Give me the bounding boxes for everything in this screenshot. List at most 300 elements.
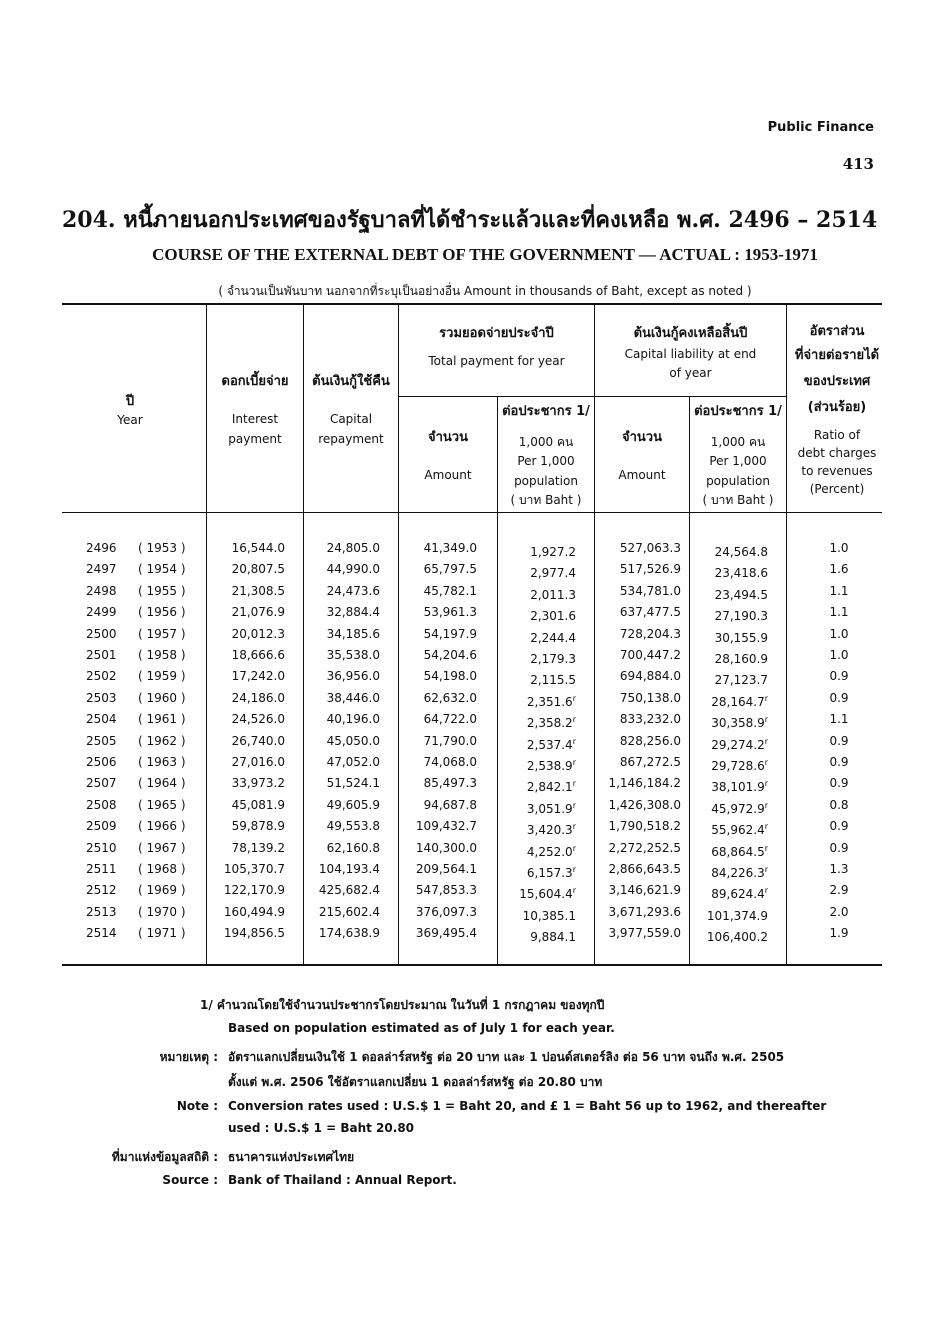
cell-year-be-value: 2498 <box>86 583 117 598</box>
cell-interest <box>207 859 285 880</box>
cell-liab-per-value: 24,564.8 <box>714 545 768 559</box>
cell-liab-amount <box>595 880 681 901</box>
revised-mark: r <box>572 886 576 896</box>
cell-interest-value: 45,081.9 <box>231 797 285 812</box>
cell-capital <box>304 602 380 623</box>
cell-pay-per-value: 9,884.1 <box>530 930 576 945</box>
cell-capital <box>304 559 380 580</box>
cell-liab-per-value: 28,160.9 <box>714 652 768 666</box>
cell-liab-per <box>690 645 768 666</box>
revised-mark: r <box>572 843 576 853</box>
cell-liab-amount <box>595 731 681 752</box>
cell-capital <box>304 773 380 794</box>
cell-capital <box>304 795 380 816</box>
cell-pay-amount <box>399 816 477 837</box>
cell-pay-amount-value: 62,632.0 <box>423 690 477 705</box>
cell-pay-per <box>498 816 576 837</box>
source-label: Source : <box>162 1173 218 1187</box>
cell-liab-per <box>690 559 768 580</box>
cell-capital-value: 40,196.0 <box>326 712 380 727</box>
cell-interest <box>207 902 285 923</box>
cell-liab-amount <box>595 666 681 687</box>
table-title-thai <box>62 202 877 237</box>
cell-ratio <box>787 688 891 709</box>
cell-year-ad <box>138 752 198 773</box>
cell-liab-amount <box>595 645 681 666</box>
pay-amount-header-en: Amount <box>424 468 472 482</box>
cell-liab-amount-value: 3,977,559.0 <box>608 926 681 941</box>
cell-year-be-value: 2510 <box>86 840 117 855</box>
cell-year-be <box>86 602 126 623</box>
interest-header-en2: payment <box>228 432 282 446</box>
cell-interest-value: 20,807.5 <box>231 562 285 577</box>
cell-year-ad <box>138 559 198 580</box>
cell-ratio <box>787 795 891 816</box>
cell-year-ad <box>138 923 198 944</box>
cell-liab-amount <box>595 559 681 580</box>
table-row <box>0 645 950 666</box>
cell-interest <box>207 838 285 859</box>
cell-interest-value: 194,856.5 <box>223 926 285 941</box>
revised-mark: r <box>764 779 768 789</box>
cell-liab-per <box>690 666 768 687</box>
cell-pay-per <box>498 538 576 559</box>
cell-interest-value: 59,878.9 <box>231 819 285 834</box>
cell-liab-per-value: 27,123.7 <box>714 673 768 688</box>
cell-pay-amount <box>399 902 477 923</box>
cell-liab-per <box>690 752 768 773</box>
cell-year-ad-value: ( 1971 ) <box>138 926 186 941</box>
footnote-thai-text: คำนวณโดยใช้จำนวนประชากรโดยประมาณ ในวันที่ 1 กรกฎาคม ของทุกปี <box>216 998 605 1012</box>
ratio-header-en3: to revenues <box>801 464 873 478</box>
table-row <box>0 816 950 837</box>
cell-year-ad-value: ( 1966 ) <box>138 819 186 834</box>
cell-pay-per-value: 4,252.0 <box>526 844 573 859</box>
cell-capital-value: 38,446.0 <box>326 690 380 705</box>
table-number: 204. <box>62 207 116 233</box>
year-header-th: ปี <box>125 394 135 409</box>
cell-capital <box>304 645 380 666</box>
cell-ratio-value: 1.0 <box>829 626 849 641</box>
cell-ratio <box>787 816 891 837</box>
cell-capital-value: 62,160.8 <box>326 840 380 855</box>
cell-liab-amount-value: 527,063.3 <box>619 541 681 555</box>
revised-mark: r <box>764 886 768 896</box>
page-number: 413 <box>842 155 874 173</box>
table-row <box>0 795 950 816</box>
cell-capital-value: 24,805.0 <box>326 541 380 555</box>
cell-capital-value: 44,990.0 <box>326 562 380 577</box>
cell-pay-amount-value: 94,687.8 <box>423 797 477 812</box>
cell-year-ad-value: ( 1955 ) <box>138 583 186 598</box>
cell-year-be-value: 2504 <box>86 712 117 727</box>
cell-interest <box>207 709 285 730</box>
cell-liab-per-value: 23,418.6 <box>714 566 768 581</box>
cell-year-ad <box>138 645 198 666</box>
cell-liab-amount <box>595 838 681 859</box>
cell-pay-amount-value: 54,197.9 <box>423 626 477 641</box>
cell-liab-per-value: 29,274.2 <box>711 737 765 752</box>
cell-year-be <box>86 795 126 816</box>
cell-liab-amount-value: 2,866,643.5 <box>608 862 681 876</box>
revised-mark: r <box>764 715 768 725</box>
pay-per-header-th: ต่อประชากร 1/ <box>502 404 590 419</box>
cell-ratio <box>787 838 891 859</box>
cell-year-ad <box>138 795 198 816</box>
cell-year-be-value: 2506 <box>86 755 117 769</box>
cell-ratio-value: 2.0 <box>829 904 849 919</box>
cell-ratio <box>787 538 891 559</box>
cell-pay-amount-value: 376,097.3 <box>415 904 477 919</box>
cell-ratio-value: 1.1 <box>829 712 849 727</box>
cell-interest <box>207 602 285 623</box>
cell-pay-amount-value: 140,300.0 <box>415 840 477 855</box>
table-row <box>0 902 950 923</box>
revised-mark: r <box>764 800 768 810</box>
cell-liab-amount <box>595 902 681 923</box>
cell-liab-per <box>690 795 768 816</box>
cell-year-ad-value: ( 1956 ) <box>138 605 186 620</box>
cell-capital <box>304 666 380 687</box>
cell-liab-amount-value: 828,256.0 <box>619 733 681 748</box>
ratio-header-en4: (Percent) <box>809 482 865 496</box>
cell-year-be <box>86 538 126 559</box>
cell-pay-amount-value: 109,432.7 <box>415 819 477 834</box>
cell-ratio-value: 0.9 <box>829 840 849 855</box>
cell-liab-per <box>690 688 768 709</box>
cell-year-be <box>86 752 126 773</box>
cell-capital-value: 24,473.6 <box>326 583 380 598</box>
revised-mark: r <box>572 715 576 725</box>
revised-mark: r <box>764 758 768 767</box>
pay-amount-header-th: จำนวน <box>428 430 468 445</box>
cell-liab-per <box>690 838 768 859</box>
cell-pay-amount <box>399 559 477 580</box>
cell-capital-value: 32,884.4 <box>326 605 380 620</box>
cell-liab-per <box>690 731 768 752</box>
cell-year-ad-value: ( 1962 ) <box>138 733 186 748</box>
cell-capital <box>304 538 380 559</box>
cell-liab-per <box>690 923 768 944</box>
table-row <box>0 559 950 580</box>
revised-mark: r <box>572 779 576 789</box>
cell-pay-per <box>498 752 576 773</box>
cell-interest <box>207 923 285 944</box>
liab-per-header-th: ต่อประชากร 1/ <box>694 404 782 419</box>
cell-year-ad <box>138 666 198 687</box>
cell-year-ad-value: ( 1965 ) <box>138 797 186 812</box>
cell-year-ad <box>138 773 198 794</box>
cell-year-ad-value: ( 1963 ) <box>138 755 186 769</box>
cell-liab-per-value: 38,101.9 <box>711 780 765 795</box>
cell-year-ad-value: ( 1959 ) <box>138 669 186 684</box>
cell-liab-amount <box>595 773 681 794</box>
cell-year-be <box>86 709 126 730</box>
cell-year-ad <box>138 602 198 623</box>
cell-pay-amount-value: 54,198.0 <box>423 669 477 684</box>
cell-liab-per <box>690 902 768 923</box>
liab-amount-header-th: จำนวน <box>622 430 662 445</box>
cell-interest-value: 160,494.9 <box>223 904 285 919</box>
source-english: Bank of Thailand : Annual Report. <box>228 1173 457 1187</box>
cell-interest-value: 20,012.3 <box>231 626 285 641</box>
cell-pay-per-value: 2,358.2 <box>526 716 573 731</box>
cell-liab-amount-value: 867,272.5 <box>619 755 681 769</box>
year-header-en: Year <box>117 413 143 427</box>
cell-pay-amount <box>399 624 477 645</box>
cell-pay-per-value: 2,842.1 <box>526 780 573 795</box>
cell-liab-amount <box>595 538 681 559</box>
cell-liab-amount-value: 1,426,308.0 <box>608 797 681 812</box>
cell-liab-per <box>690 624 768 645</box>
cell-ratio-value: 2.9 <box>829 883 849 898</box>
cell-interest-value: 17,242.0 <box>231 669 285 684</box>
cell-capital <box>304 859 380 880</box>
footnote-thai <box>200 996 604 1015</box>
cell-capital <box>304 581 380 602</box>
cell-liab-per-value: 30,155.9 <box>714 630 768 645</box>
cell-capital-value: 174,638.9 <box>318 926 380 941</box>
cell-pay-per <box>498 795 576 816</box>
revised-mark: r <box>572 800 576 810</box>
cell-pay-amount-value: 45,782.1 <box>423 583 477 598</box>
cell-year-ad <box>138 880 198 901</box>
cell-pay-amount-value: 54,204.6 <box>423 648 477 662</box>
cell-pay-amount <box>399 731 477 752</box>
cell-year-be <box>86 923 126 944</box>
cell-year-be-value: 2496 <box>86 541 117 555</box>
cell-pay-per-value: 2,011.3 <box>530 587 576 602</box>
cell-pay-amount-value: 41,349.0 <box>423 541 477 555</box>
cell-pay-per <box>498 902 576 923</box>
cell-pay-per-value: 2,244.4 <box>530 630 576 645</box>
cell-year-ad <box>138 731 198 752</box>
cell-ratio <box>787 559 891 580</box>
revised-mark: r <box>764 736 768 746</box>
cell-pay-per-value: 1,927.2 <box>530 545 576 559</box>
cell-interest <box>207 624 285 645</box>
cell-pay-amount <box>399 709 477 730</box>
cell-ratio <box>787 752 891 773</box>
cell-ratio <box>787 880 891 901</box>
cell-year-be <box>86 902 126 923</box>
cell-pay-amount-value: 209,564.1 <box>415 862 477 876</box>
cell-interest-value: 18,666.6 <box>231 648 285 662</box>
cell-liab-per-value: 45,972.9 <box>711 801 765 816</box>
cell-year-ad-value: ( 1968 ) <box>138 862 186 876</box>
cell-ratio-value: 1.3 <box>829 862 849 876</box>
remark-thai-line1: อัตราแลกเปลี่ยนเงินใช้ 1 ดอลล่าร์สหรัฐ ต่อ 20 บาท และ 1 ปอนด์สเตอร์ลิง ต่อ 56 บาท จนถึง พ.ศ. 2505 <box>228 1050 785 1064</box>
cell-pay-amount-value: 369,495.4 <box>415 926 477 941</box>
subheader-rule <box>398 396 786 397</box>
cell-ratio-value: 1.1 <box>829 583 849 598</box>
cell-year-ad-value: ( 1969 ) <box>138 883 186 898</box>
cell-year-be <box>86 559 126 580</box>
cell-pay-per <box>498 923 576 944</box>
cell-liab-amount-value: 833,232.0 <box>619 712 681 727</box>
cell-ratio-value: 1.9 <box>829 926 849 941</box>
cell-liab-per <box>690 880 768 901</box>
table-bottom-rule <box>62 964 882 966</box>
cell-year-be <box>86 624 126 645</box>
cell-year-be-value: 2513 <box>86 904 117 919</box>
cell-ratio <box>787 624 891 645</box>
cell-interest-value: 24,186.0 <box>231 690 285 705</box>
cell-pay-amount <box>399 859 477 880</box>
cell-year-be <box>86 581 126 602</box>
cell-pay-amount <box>399 666 477 687</box>
cell-liab-amount-value: 694,884.0 <box>619 669 681 684</box>
cell-liab-amount <box>595 688 681 709</box>
cell-year-be-value: 2507 <box>86 776 117 791</box>
cell-liab-per-value: 28,164.7 <box>711 694 765 709</box>
cell-pay-per-value: 2,537.4 <box>526 737 573 752</box>
cell-interest-value: 26,740.0 <box>231 733 285 748</box>
cell-capital-value: 104,193.4 <box>318 862 380 876</box>
cell-liab-per <box>690 581 768 602</box>
cell-year-ad <box>138 709 198 730</box>
interest-header-th: ดอกเบี้ยจ่าย <box>221 374 289 389</box>
cell-liab-amount-value: 3,146,621.9 <box>608 883 681 898</box>
cell-pay-per-value: 2,538.9 <box>526 759 573 773</box>
cell-capital <box>304 688 380 709</box>
cell-ratio <box>787 859 891 880</box>
cell-liab-per <box>690 538 768 559</box>
cell-interest <box>207 538 285 559</box>
cell-pay-amount <box>399 581 477 602</box>
cell-ratio-value: 1.0 <box>829 541 849 555</box>
cell-year-ad <box>138 581 198 602</box>
cell-ratio <box>787 923 891 944</box>
cell-pay-amount <box>399 795 477 816</box>
cell-year-ad <box>138 902 198 923</box>
cell-year-be-value: 2512 <box>86 883 117 898</box>
cell-interest <box>207 795 285 816</box>
liability-header-en1: Capital liability at end <box>624 347 757 361</box>
cell-pay-amount <box>399 838 477 859</box>
cell-pay-per <box>498 709 576 730</box>
pay-per-header-l4: ( บาท Baht ) <box>510 493 582 507</box>
section-name: Public Finance <box>767 120 874 135</box>
cell-liab-per-value: 89,624.4 <box>711 887 765 902</box>
cell-interest-value: 105,370.7 <box>223 862 285 876</box>
cell-interest <box>207 559 285 580</box>
note-english-line1: Conversion rates used : U.S.$ 1 = Baht 20, and £ 1 = Baht 56 up to 1962, and thereafter <box>228 1099 827 1113</box>
cell-year-be-value: 2502 <box>86 669 117 684</box>
capital-header-en1: Capital <box>329 412 373 426</box>
cell-liab-amount <box>595 624 681 645</box>
cell-pay-amount <box>399 645 477 666</box>
cell-year-ad-value: ( 1964 ) <box>138 776 186 791</box>
cell-liab-per-value: 29,728.6 <box>711 759 765 773</box>
cell-capital-value: 49,553.8 <box>326 819 380 834</box>
cell-liab-per <box>690 773 768 794</box>
cell-ratio <box>787 645 891 666</box>
cell-pay-per <box>498 645 576 666</box>
cell-liab-amount <box>595 752 681 773</box>
cell-liab-per-value: 101,374.9 <box>706 908 768 923</box>
cell-liab-amount-value: 1,790,518.2 <box>608 819 681 834</box>
cell-pay-amount-value: 547,853.3 <box>415 883 477 898</box>
cell-ratio-value: 0.9 <box>829 776 849 791</box>
cell-interest-value: 78,139.2 <box>231 840 285 855</box>
cell-interest <box>207 666 285 687</box>
cell-pay-per <box>498 880 576 901</box>
cell-year-ad <box>138 859 198 880</box>
cell-capital-value: 36,956.0 <box>326 669 380 684</box>
revised-mark: r <box>572 822 576 832</box>
cell-year-be-value: 2511 <box>86 862 117 876</box>
cell-pay-amount <box>399 923 477 944</box>
note-label: Note : <box>176 1099 218 1113</box>
cell-liab-per-value: 23,494.5 <box>714 587 768 602</box>
cell-pay-amount-value: 65,797.5 <box>423 562 477 577</box>
cell-pay-per-value: 2,115.5 <box>530 673 576 688</box>
cell-year-be <box>86 859 126 880</box>
cell-pay-amount-value: 71,790.0 <box>423 733 477 748</box>
table-top-rule <box>62 303 882 305</box>
cell-pay-per <box>498 838 576 859</box>
revised-mark: r <box>764 693 768 703</box>
cell-liab-per <box>690 816 768 837</box>
cell-pay-per-value: 2,301.6 <box>530 609 576 624</box>
cell-liab-amount-value: 728,204.3 <box>619 626 681 641</box>
cell-capital <box>304 752 380 773</box>
cell-year-be-value: 2505 <box>86 733 117 748</box>
revised-mark: r <box>764 843 768 853</box>
cell-ratio <box>787 773 891 794</box>
cell-liab-amount <box>595 602 681 623</box>
cell-year-ad-value: ( 1961 ) <box>138 712 186 727</box>
cell-liab-amount-value: 2,272,252.5 <box>608 840 681 855</box>
cell-liab-amount <box>595 859 681 880</box>
cell-pay-per-value: 2,351.6 <box>526 694 573 709</box>
cell-ratio <box>787 902 891 923</box>
revised-mark: r <box>764 822 768 832</box>
cell-liab-amount-value: 750,138.0 <box>619 690 681 705</box>
cell-capital-value: 215,602.4 <box>318 904 380 919</box>
cell-pay-per <box>498 602 576 623</box>
revised-mark: r <box>572 865 576 874</box>
cell-year-ad-value: ( 1953 ) <box>138 541 186 555</box>
cell-capital <box>304 709 380 730</box>
cell-year-ad-value: ( 1960 ) <box>138 690 186 705</box>
cell-capital-value: 34,185.6 <box>326 626 380 641</box>
cell-interest-value: 21,308.5 <box>231 583 285 598</box>
cell-interest <box>207 645 285 666</box>
cell-year-be <box>86 880 126 901</box>
source-thai-label: ที่มาแห่งข้อมูลสถิติ : <box>111 1150 218 1164</box>
cell-liab-amount-value: 1,146,184.2 <box>608 776 681 791</box>
table-title-english: COURSE OF THE EXTERNAL DEBT OF THE GOVERNMENT — ACTUAL : 1953-1971 <box>152 245 818 264</box>
cell-pay-per <box>498 859 576 880</box>
revised-mark: r <box>764 865 768 874</box>
cell-capital-value: 51,524.1 <box>326 776 380 791</box>
cell-pay-per <box>498 624 576 645</box>
cell-pay-amount <box>399 688 477 709</box>
revised-mark: r <box>572 736 576 746</box>
cell-capital-value: 35,538.0 <box>326 648 380 662</box>
cell-year-ad-value: ( 1967 ) <box>138 840 186 855</box>
table-title-thai-text: หนี้ภายนอกประเทศของรัฐบาลที่ได้ชำระแล้วและที่คงเหลือ พ.ศ. 2496 – 2514 <box>123 207 878 233</box>
footnote-english: Based on population estimated as of July 1 for each year. <box>228 1021 615 1035</box>
cell-year-be-value: 2500 <box>86 626 117 641</box>
cell-year-ad-value: ( 1954 ) <box>138 562 186 577</box>
cell-year-ad-value: ( 1957 ) <box>138 626 186 641</box>
cell-year-ad <box>138 624 198 645</box>
cell-year-be <box>86 773 126 794</box>
cell-year-be-value: 2508 <box>86 797 117 812</box>
